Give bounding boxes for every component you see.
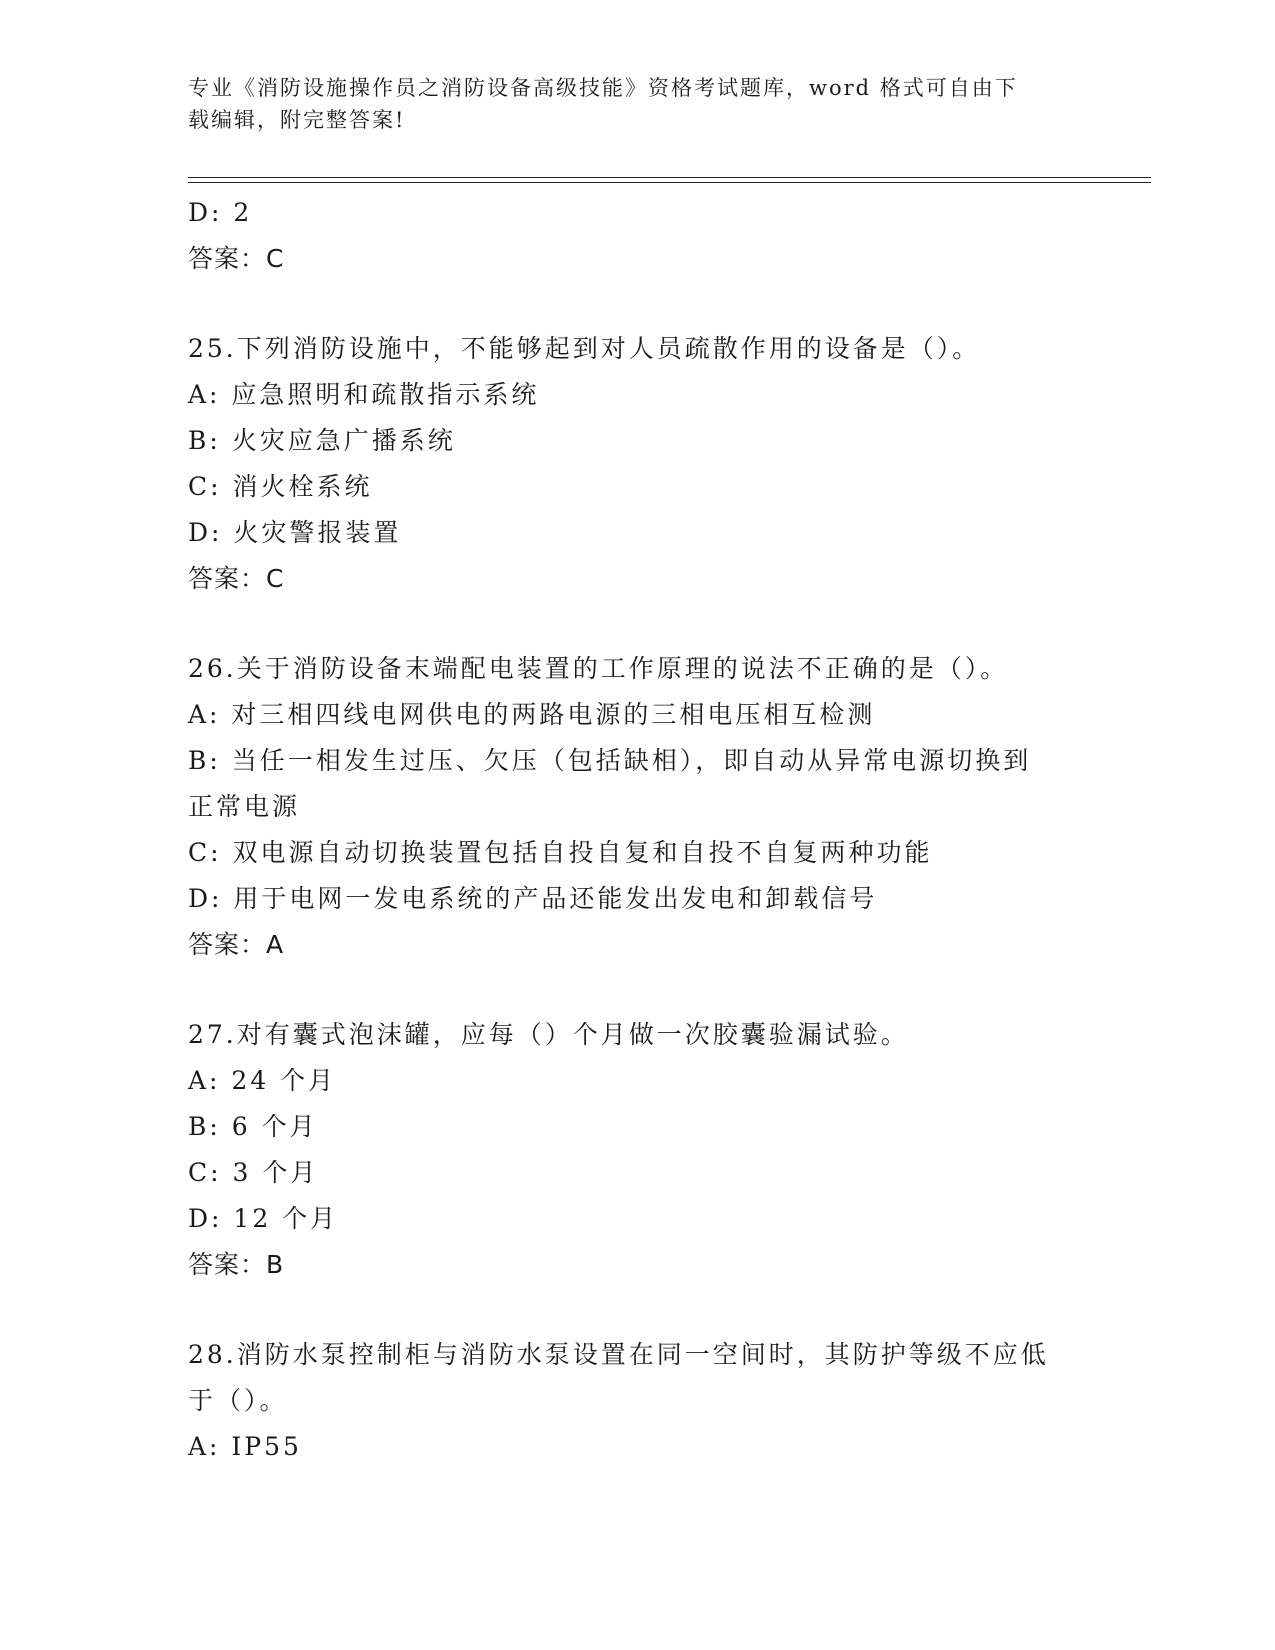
question-stem-continued: 于（）。 xyxy=(188,1386,288,1415)
option-d: D: 12 个月 xyxy=(188,1204,339,1233)
question-27 xyxy=(188,1012,1088,1288)
question-stem: 27.对有囊式泡沫罐，应每（）个月做一次胶囊验漏试验。 xyxy=(188,1020,909,1049)
question-list xyxy=(188,190,1088,1470)
question-stem: 26.关于消防设备末端配电装置的工作原理的说法不正确的是（）。 xyxy=(188,654,1009,683)
header-divider-bottom xyxy=(188,182,1151,183)
previous-question-tail xyxy=(188,190,1088,282)
option-d: D: 火灾警报装置 xyxy=(188,518,402,547)
option-b: B: 6 个月 xyxy=(188,1112,318,1141)
option-a: A: 24 个月 xyxy=(188,1066,337,1095)
option-c: C: 双电源自动切换装置包括自投自复和自投不自复两种功能 xyxy=(188,838,933,867)
document-header xyxy=(188,72,1088,136)
question-stem: 25.下列消防设施中，不能够起到对人员疏散作用的设备是（）。 xyxy=(188,334,981,363)
option-b: B: 当任一相发生过压、欠压（包括缺相），即自动从异常电源切换到 xyxy=(188,746,1032,775)
option-b-continued: 正常电源 xyxy=(188,792,301,821)
option-b: B: 火灾应急广播系统 xyxy=(188,426,456,455)
question-stem: 28.消防水泵控制柜与消防水泵设置在同一空间时，其防护等级不应低 xyxy=(188,1340,1049,1369)
option-a: A: 应急照明和疏散指示系统 xyxy=(188,380,540,409)
answer-line: 答案：C xyxy=(188,564,285,593)
option-c: C: 3 个月 xyxy=(188,1158,319,1187)
header-line-1: 专业《消防设施操作员之消防设备高级技能》资格考试题库，word 格式可自由下 xyxy=(188,76,1018,100)
answer-line: 答案：A xyxy=(188,930,285,959)
header-divider-top xyxy=(188,177,1151,178)
option-a: A: IP55 xyxy=(188,1432,302,1461)
answer-line: 答案：B xyxy=(188,1250,285,1279)
answer-line: 答案：C xyxy=(188,244,285,273)
option-d: D: 2 xyxy=(188,198,253,227)
question-26 xyxy=(188,646,1088,968)
question-25 xyxy=(188,326,1088,602)
option-d: D: 用于电网一发电系统的产品还能发出发电和卸载信号 xyxy=(188,884,878,913)
option-c: C: 消火栓系统 xyxy=(188,472,373,501)
question-28 xyxy=(188,1332,1088,1470)
header-line-2: 载编辑，附完整答案! xyxy=(188,108,406,132)
option-a: A: 对三相四线电网供电的两路电源的三相电压相互检测 xyxy=(188,700,876,729)
